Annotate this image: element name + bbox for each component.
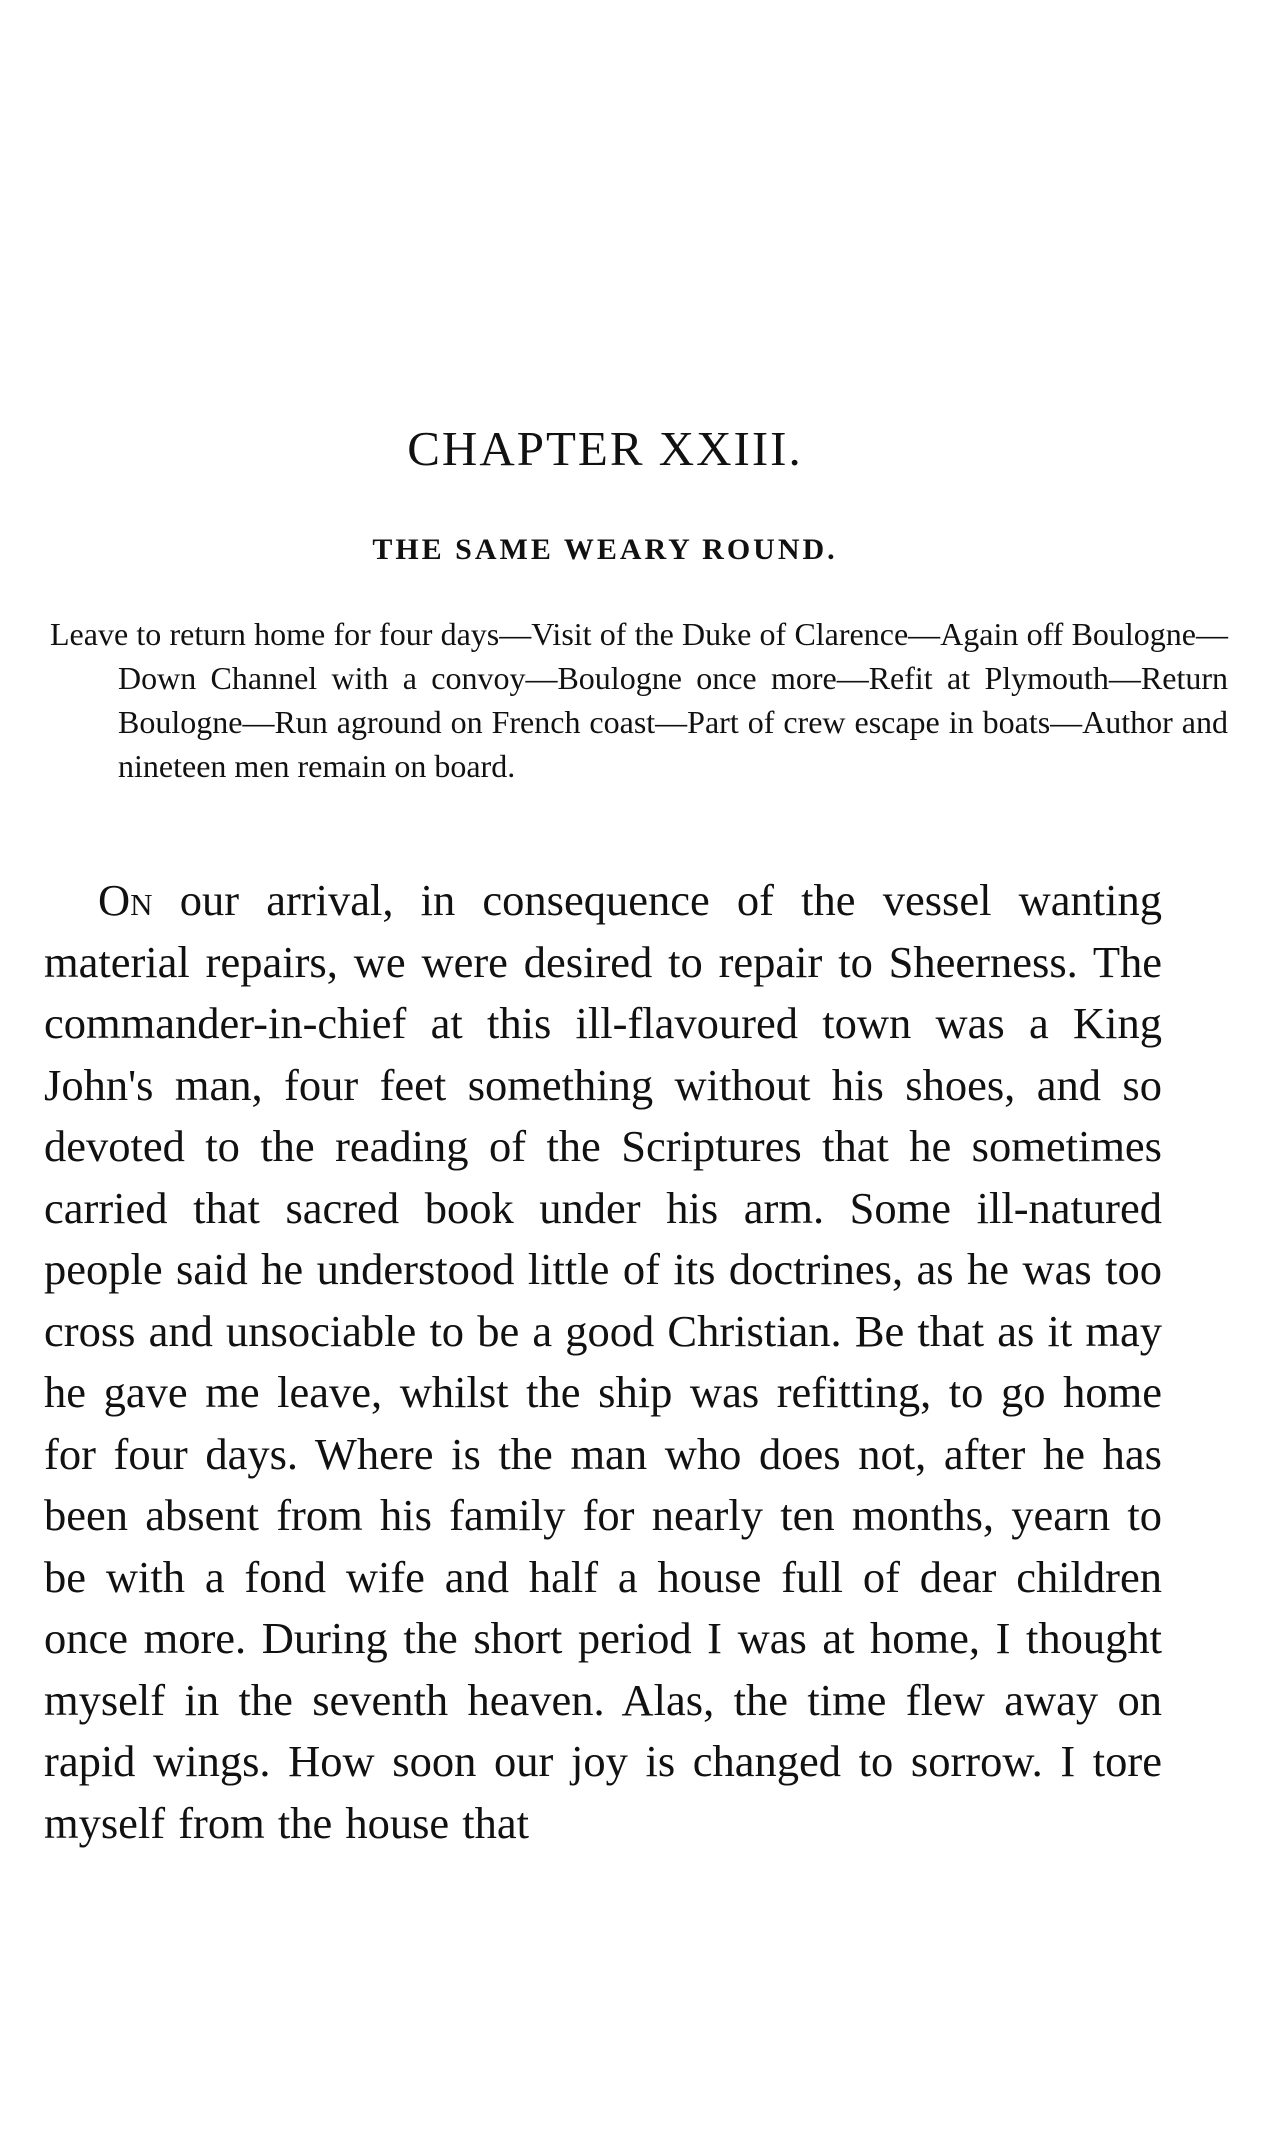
chapter-synopsis: Leave to return home for four days—Visit of the Duke of Clarence—Again off Boulogne—Down Channel with a convoy—Boulogne once more—Refit at Plymouth—Return Boulogne—Run aground on French coast—Part of crew escape in boats—Author and nineteen men remain on board. <box>50 616 1228 784</box>
body-paragraph <box>44 870 1162 1854</box>
paragraph-text: our arrival, in consequence of the vessel wanting material repairs, we were desired to repair to Sheerness. The commander-in-chief at this ill-flavoured town was a King John's man, four feet something without his shoes, and so devoted to the reading of the Scriptures that he sometimes carried that sacred book under his arm. Some ill-natured people said he understood little of its doctrines, as he was too cross and unsociable to be a good Christian. Be that as it may he gave me leave, whilst the ship was refitting, to go home for four days. Where is the man who does not, after he has been absent from his family for nearly ten months, yearn to be with a fond wife and half a house full of dear children once more. During the short period I was at home, I thought myself in the seventh heaven. Alas, the time flew away on rapid wings. How soon our joy is changed to sorrow. I tore myself from the house that <box>44 875 1162 1848</box>
chapter-subtitle: THE SAME WEARY ROUND. <box>372 533 838 566</box>
paragraph-lead-word: On <box>98 875 153 925</box>
chapter-title: CHAPTER XXIII. <box>407 421 803 476</box>
